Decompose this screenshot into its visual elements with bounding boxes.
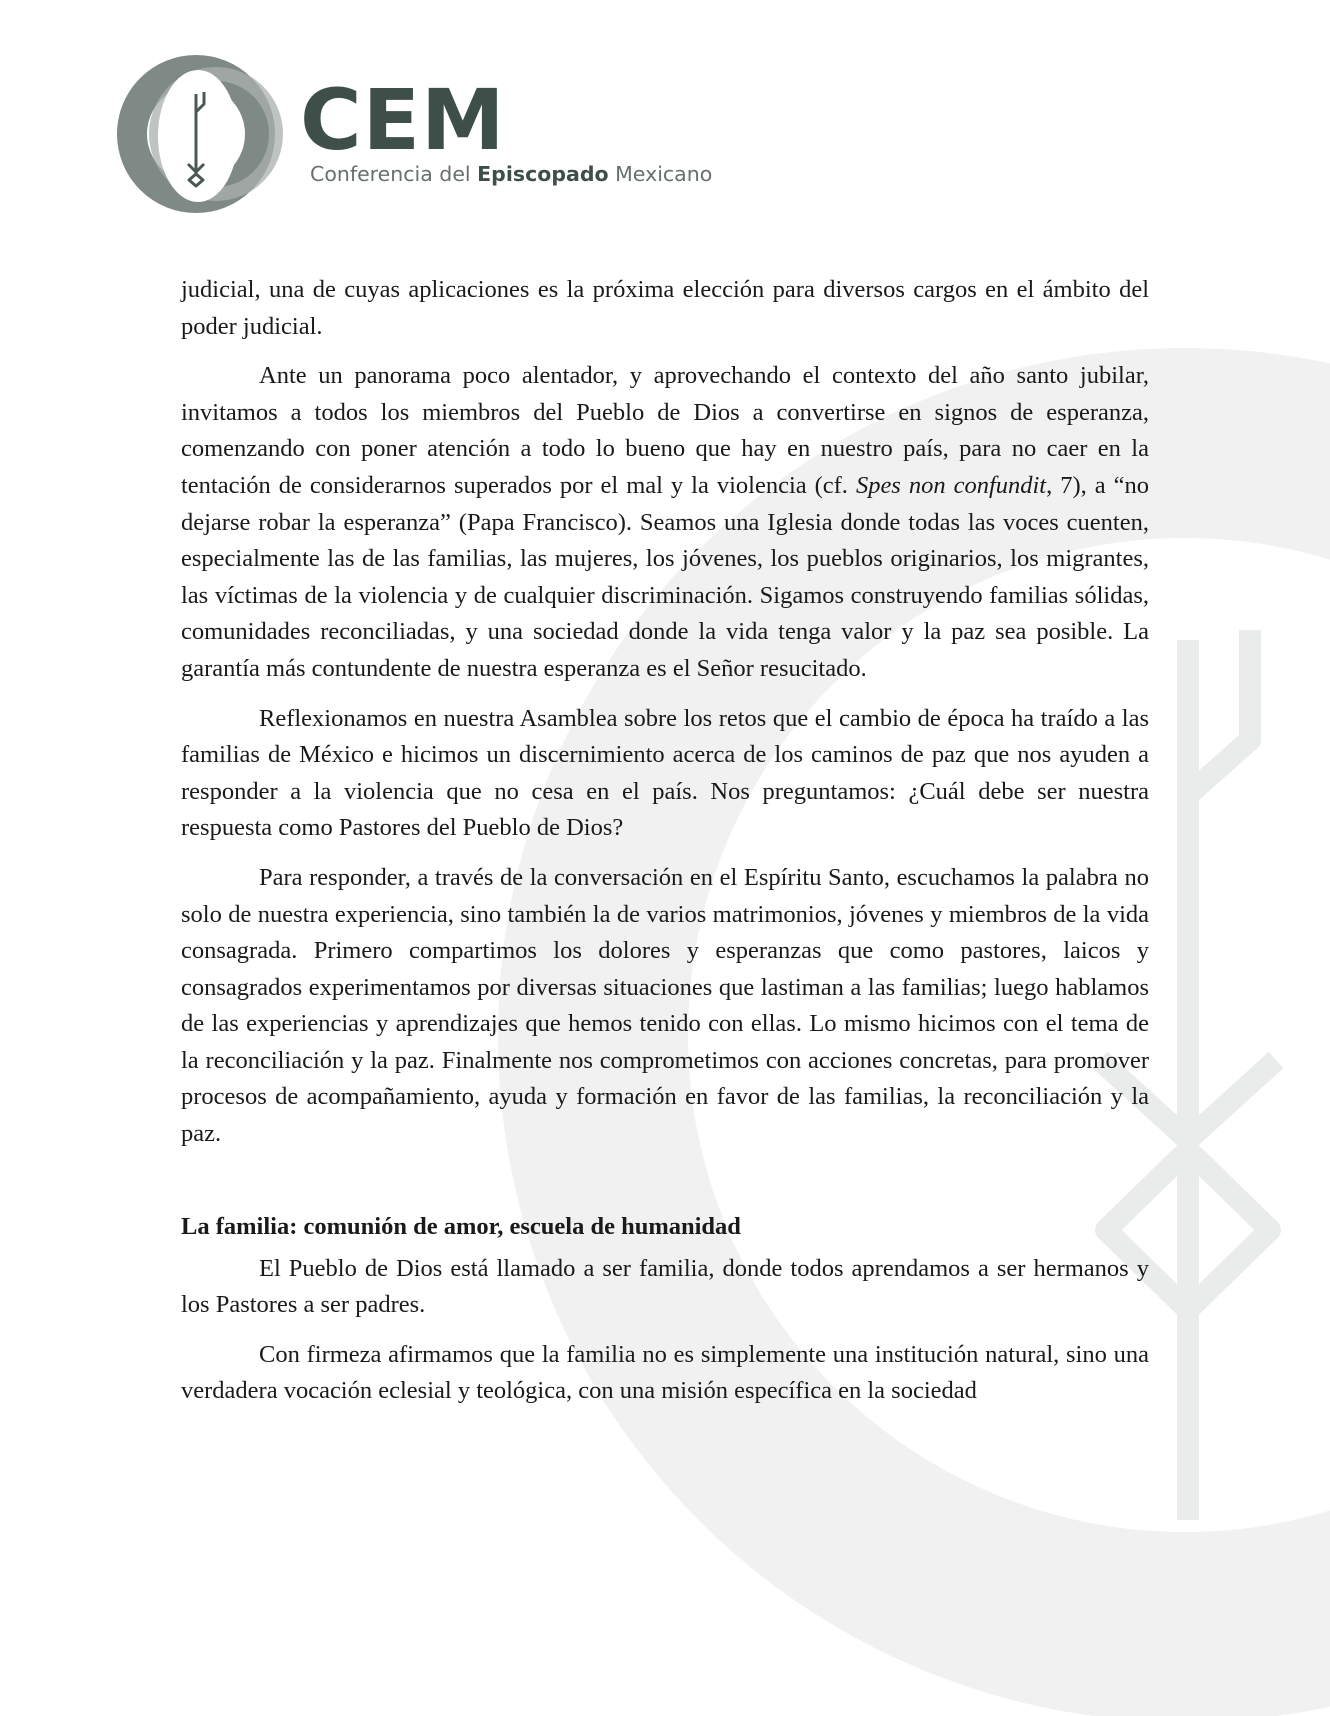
cem-logo-icon xyxy=(116,52,286,222)
paragraph-hope xyxy=(181,358,1149,687)
paragraph-hope-part1: Ante un panorama poco alentador, y aprovechando el contexto del año santo jubilar, invitamos a todos los miembros del Pueblo de Dios a convertirse en signos de esperanza, comenzando con poner atención a todo lo bueno que hay en nuestro país, para no caer en la tentación de considerarnos superados por el mal y la violencia (cf. xyxy=(181,362,1149,499)
header xyxy=(116,52,816,222)
document-body xyxy=(181,272,1149,1423)
paragraph-continuation: judicial, una de cuyas aplicaciones es la próxima elección para diversos cargos en el ámbito del poder judicial. xyxy=(181,276,1149,340)
paragraph-hope-part2: , 7), a “no dejarse robar la esperanza” (Papa Francisco). Seamos una Iglesia donde todas las voces cuenten, especialmente las de las familias, las mujeres, los jóvenes, los pueblos originarios, los migrantes, las víctimas de la violencia y de cualquier discriminación. Sigamos construyendo familias sólidas, comunidades reconciliadas, y una sociedad donde la vida tenga valor y la paz sea posible. La garantía más contundente de nuestra esperanza es el Señor resucitado. xyxy=(181,471,1149,682)
tagline-episcopado: Episcopado xyxy=(477,162,609,186)
logo-tagline xyxy=(310,162,712,186)
paragraph-family-vocation: Con firmeza afirmamos que la familia no es simplemente una institución natural, sino una verdadera vocación eclesial y teológica, con una misión específica en la sociedad xyxy=(181,1340,1149,1405)
section-heading: La familia: comunión de amor, escuela de humanidad xyxy=(181,1212,741,1240)
paragraph-assembly: Reflexionamos en nuestra Asamblea sobre los retos que el cambio de época ha traído a las familias de México e hicimos un discernimiento acerca de los caminos de paz que nos ayuden a responder a la violencia que no cesa en el país. Nos preguntamos: ¿Cuál debe ser nuestra respuesta como Pastores del Pueblo de Dios? xyxy=(181,704,1149,842)
logo-acronym: CEM xyxy=(300,71,506,169)
tagline-mexicano: Mexicano xyxy=(615,162,713,186)
paragraph-family-call: El Pueblo de Dios está llamado a ser familia, donde todos aprendamos a ser hermanos y los Pastores a ser padres. xyxy=(181,1254,1149,1319)
paragraph-conversation: Para responder, a través de la conversación en el Espíritu Santo, escuchamos la palabra no solo de nuestra experiencia, sino también la de varios matrimonios, jóvenes y miembros de la vida consagrada. Primero compartimos los dolores y esperanzas que como pastores, laicos y consagrados experimentamos por diversas situaciones que lastiman a las familias; luego hablamos de las experiencias y aprendizajes que hemos tenido con ellas. Lo mismo hicimos con el tema de la reconciliación y la paz. Finalmente nos comprometimos con acciones concretas, para promover procesos de acompañamiento, ayuda y formación en favor de las familias, la reconciliación y la paz. xyxy=(181,863,1149,1148)
tagline-conferencia: Conferencia del xyxy=(310,162,471,186)
citation-spes-non-confundit: Spes non confundit xyxy=(855,471,1047,499)
